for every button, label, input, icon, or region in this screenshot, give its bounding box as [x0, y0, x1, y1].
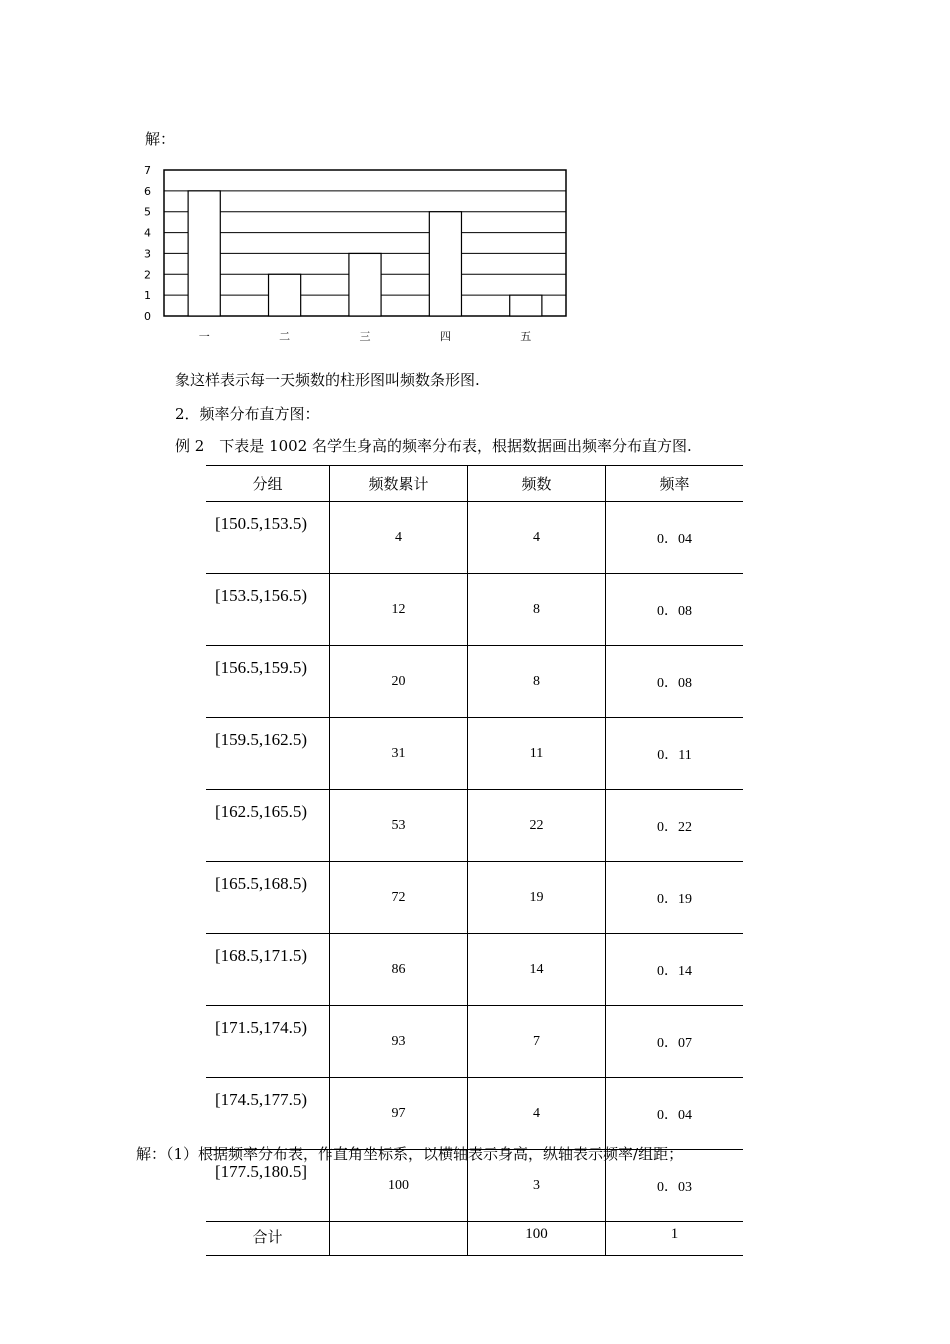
frequency-bar-chart — [138, 158, 578, 348]
y-tick-label: 1 — [144, 289, 151, 303]
cell-cumulative: 4 — [330, 502, 468, 574]
x-tick-label: 二 — [279, 330, 291, 343]
cell-cumulative: 86 — [330, 934, 468, 1006]
table-row — [206, 1078, 743, 1150]
header-rate: 频率 — [606, 466, 744, 502]
y-tick-label: 0 — [144, 310, 151, 323]
cell-rate: 0．08 — [606, 646, 744, 718]
table-row — [206, 790, 743, 862]
header-frequency: 频数 — [468, 466, 606, 502]
table-row — [206, 1006, 743, 1078]
solution-label: 解： — [145, 130, 176, 148]
table-row — [206, 574, 743, 646]
bar — [188, 191, 220, 316]
y-tick-label: 7 — [144, 164, 151, 177]
bar — [349, 253, 381, 316]
table-header-row — [206, 466, 743, 502]
example-2-statement: 例 2 下表是 1002 名学生身高的频率分布表，根据数据画出频率分布直方图. — [175, 437, 692, 455]
cell-frequency: 7 — [468, 1006, 606, 1078]
y-tick-label: 2 — [144, 268, 151, 282]
table-row — [206, 646, 743, 718]
cell-frequency: 11 — [468, 718, 606, 790]
paragraph-bar-chart-definition: 象这样表示每一天频数的柱形图叫频数条形图. — [175, 371, 480, 389]
frequency-distribution-table — [206, 465, 743, 1256]
cell-cumulative: 93 — [330, 1006, 468, 1078]
bar — [429, 212, 461, 316]
cell-rate: 0．03 — [606, 1150, 744, 1222]
header-cumulative: 频数累计 — [330, 466, 468, 502]
cell-frequency: 3 — [468, 1150, 606, 1222]
cell-cumulative: 97 — [330, 1078, 468, 1150]
cell-group: [156.5,159.5) — [206, 646, 330, 718]
y-tick-label: 6 — [144, 184, 151, 198]
cell-group: [171.5,174.5) — [206, 1006, 330, 1078]
cell-cumulative: 53 — [330, 790, 468, 862]
cell-rate: 0．04 — [606, 1078, 744, 1150]
bar — [269, 274, 301, 316]
y-tick-label: 4 — [144, 226, 151, 240]
table-row — [206, 862, 743, 934]
cell-group: [153.5,156.5) — [206, 574, 330, 646]
cell-group: [165.5,168.5) — [206, 862, 330, 934]
x-tick-label: 一 — [198, 330, 210, 343]
cell-rate: 0．04 — [606, 502, 744, 574]
cell-group: [174.5,177.5) — [206, 1078, 330, 1150]
cell-group: [168.5,171.5) — [206, 934, 330, 1006]
total-label: 合计 — [206, 1222, 330, 1256]
bar — [510, 295, 542, 316]
y-tick-label: 3 — [144, 247, 151, 261]
cell-frequency: 19 — [468, 862, 606, 934]
x-tick-label: 五 — [520, 330, 532, 343]
cell-rate: 0．08 — [606, 574, 744, 646]
cell-cumulative: 100 — [330, 1150, 468, 1222]
total-cell: 100 — [468, 1222, 606, 1256]
cell-rate: 0．07 — [606, 1006, 744, 1078]
cell-cumulative: 31 — [330, 718, 468, 790]
cell-rate: 0．14 — [606, 934, 744, 1006]
cell-group: [150.5,153.5) — [206, 502, 330, 574]
cell-frequency: 14 — [468, 934, 606, 1006]
section-heading-histogram: 2．频率分布直方图： — [175, 405, 320, 423]
cell-frequency: 22 — [468, 790, 606, 862]
cell-cumulative: 20 — [330, 646, 468, 718]
cell-frequency: 4 — [468, 1078, 606, 1150]
total-cell — [330, 1222, 468, 1256]
cell-cumulative: 72 — [330, 862, 468, 934]
cell-cumulative: 12 — [330, 574, 468, 646]
cell-group: [177.5,180.5] — [206, 1150, 330, 1222]
cell-frequency: 4 — [468, 502, 606, 574]
solution-step-1: 解：（1）根据频率分布表，作直角坐标系，以横轴表示身高，纵轴表示频率/组距； — [136, 1145, 684, 1163]
total-cell: 1 — [606, 1222, 744, 1256]
y-tick-label: 5 — [144, 205, 151, 219]
cell-group: [159.5,162.5) — [206, 718, 330, 790]
table-row — [206, 502, 743, 574]
cell-group: [162.5,165.5) — [206, 790, 330, 862]
table-row — [206, 934, 743, 1006]
cell-rate: 0．22 — [606, 790, 744, 862]
cell-frequency: 8 — [468, 646, 606, 718]
x-tick-label: 四 — [439, 330, 451, 343]
cell-rate: 0．11 — [606, 718, 744, 790]
table-row — [206, 718, 743, 790]
table-total-row — [206, 1222, 743, 1256]
x-tick-label: 三 — [359, 330, 371, 343]
cell-frequency: 8 — [468, 574, 606, 646]
cell-rate: 0．19 — [606, 862, 744, 934]
header-group: 分组 — [206, 466, 330, 502]
